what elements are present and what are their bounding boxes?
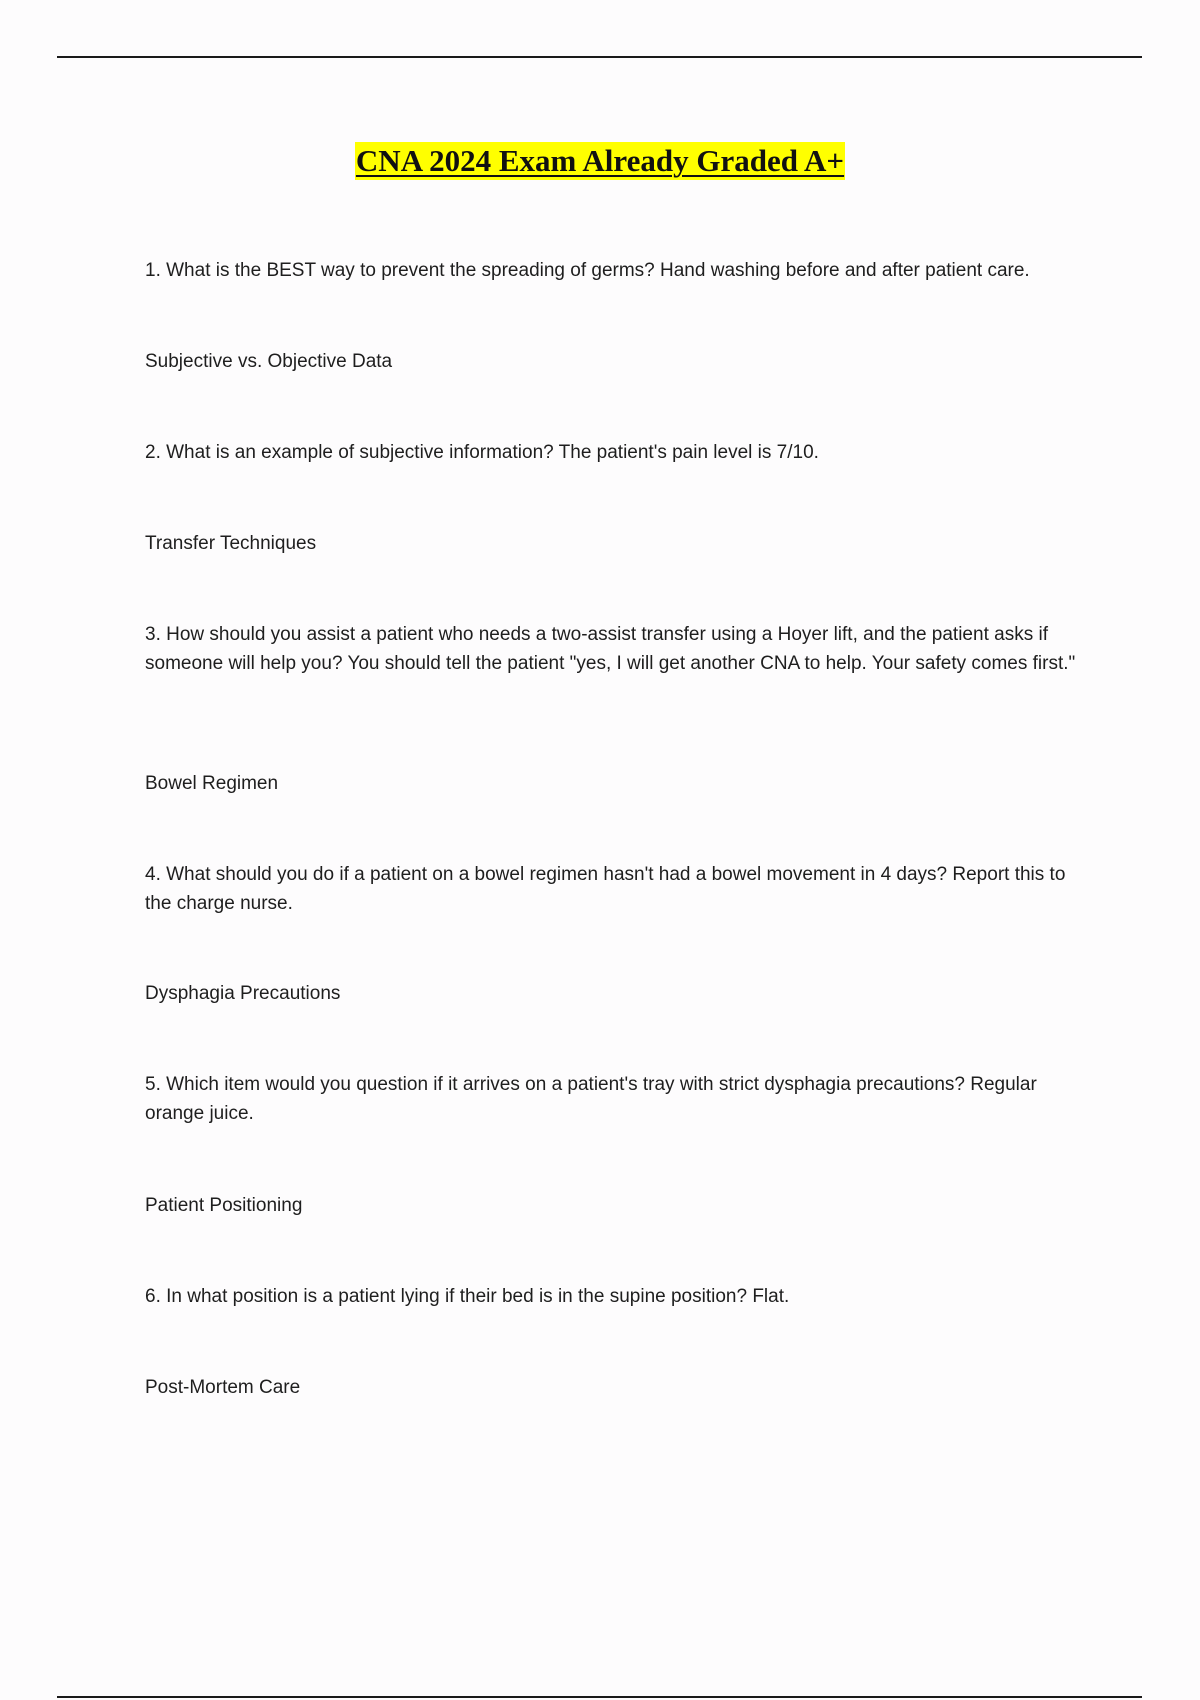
question-6: 6. In what position is a patient lying if their bed is in the supine position? Flat.	[145, 1286, 790, 1307]
section-heading-transfer: Transfer Techniques	[145, 533, 317, 554]
section-heading-subjective-objective: Subjective vs. Objective Data	[145, 351, 393, 372]
question-2: 2. What is an example of subjective information? The patient's pain level is 7/10.	[145, 442, 819, 463]
question-4: 4. What should you do if a patient on a bowel regimen hasn't had a bowel movement in 4 days? Report this to the charge nurse.	[145, 864, 1066, 914]
title-container	[0, 142, 1200, 180]
question-1: 1. What is the BEST way to prevent the spreading of germs? Hand washing before and after patient care.	[145, 260, 1030, 281]
section-heading-post-mortem: Post-Mortem Care	[145, 1377, 301, 1398]
document-title: CNA 2024 Exam Already Graded A+	[355, 143, 845, 178]
section-heading-dysphagia: Dysphagia Precautions	[145, 983, 341, 1004]
section-heading-positioning: Patient Positioning	[145, 1195, 303, 1216]
question-3: 3. How should you assist a patient who needs a two-assist transfer using a Hoyer lift, and the patient asks if someone will help you? You should tell the patient "yes, I will get another CNA to help. Your safety comes first."	[145, 624, 1076, 674]
section-heading-bowel: Bowel Regimen	[145, 773, 279, 794]
question-5: 5. Which item would you question if it arrives on a patient's tray with strict dysphagia precautions? Regular orange juice.	[145, 1074, 1037, 1124]
header-rule	[57, 56, 1142, 58]
footer-rule	[57, 1696, 1142, 1698]
